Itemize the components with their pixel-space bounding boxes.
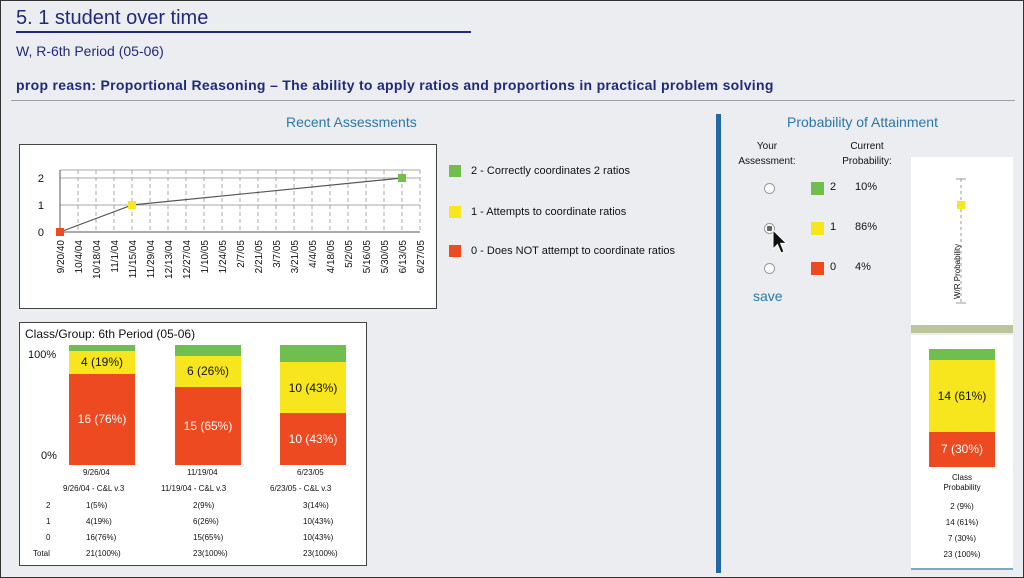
bar-segment-2 [175, 345, 241, 356]
class-probability-segment-2 [929, 349, 995, 360]
stacked-bar [280, 345, 346, 465]
assessment-radio-0[interactable] [764, 263, 775, 274]
probability-level: 1 [830, 221, 837, 233]
probability-swatch-0 [811, 262, 824, 275]
x-tick-label: 4/18/05 [326, 240, 337, 274]
panel-bottom-line [911, 568, 1013, 570]
bar-date-label: 11/19/04 [187, 468, 218, 477]
legend-label-1: 1 - Attempts to coordinate ratios [471, 206, 627, 218]
your-assessment-label: Your Assessment: [738, 141, 796, 167]
probability-percent: 10% [855, 181, 878, 193]
x-tick-label: 1/24/05 [218, 240, 229, 274]
table-row-label: 0 [46, 533, 51, 542]
x-tick-label: 11/1/04 [110, 240, 121, 273]
panel-separator-band [911, 325, 1013, 333]
table-header: 11/19/04 - C&L v.3 [161, 484, 227, 493]
y-tick-label: 0 [37, 227, 44, 239]
x-tick-label: 10/4/04 [74, 240, 85, 274]
class-probability-label: Class Probability [943, 473, 981, 492]
probability-swatch-1 [811, 222, 824, 235]
table-cell: 10(43%) [303, 517, 334, 526]
wr-probability-panel [911, 157, 1013, 325]
bar-segment-1: 6 (26%) [175, 356, 241, 387]
legend-item-2 [449, 165, 630, 177]
legend-label-2: 2 - Correctly coordinates 2 ratios [471, 165, 630, 177]
probability-percent: 4% [855, 261, 871, 273]
table-header: 6/23/05 - C&L v.3 [270, 484, 332, 493]
current-probability-label: Current Probability: [842, 141, 892, 167]
recent-assessments-heading: Recent Assessments [286, 114, 417, 130]
bar-segment-2 [69, 345, 135, 351]
wr-probability-label: W/R Probability [953, 243, 962, 299]
class-group-label: Class/Group: 6th Period (05-06) [25, 327, 196, 341]
y-tick-label: 1 [37, 200, 44, 212]
table-cell: 23(100%) [303, 549, 338, 558]
x-tick-label: 3/21/05 [290, 240, 301, 274]
wr-probability-plot [911, 157, 1013, 325]
title-underline [16, 31, 471, 33]
class-period-subtitle: W, R-6th Period (05-06) [16, 43, 164, 59]
y-axis-bottom-label: 0% [41, 450, 57, 462]
class-probability-segment-1: 14 (61%) [929, 360, 995, 432]
x-tick-label: 4/4/05 [308, 240, 319, 268]
objective-description: prop reasn: Proportional Reasoning – The ability to apply ratios and proportions in practical problem solving [16, 77, 774, 93]
table-cell: 21(100%) [86, 549, 121, 558]
line-chart-svg [20, 145, 436, 308]
class-probability-row: 23 (100%) [943, 550, 981, 559]
table-cell: 10(43%) [303, 533, 334, 542]
class-probability-row: 2 (9%) [950, 502, 974, 511]
table-cell: 6(26%) [193, 517, 219, 526]
y-axis-top-label: 100% [28, 349, 57, 361]
class-probability-row: 14 (61%) [945, 518, 979, 527]
wr-probability-marker [957, 201, 965, 209]
bar-date-label: 9/26/04 [83, 468, 110, 477]
table-row-label: Total [33, 549, 50, 558]
table-header: 9/26/04 - C&L v.3 [63, 484, 125, 493]
stacked-bar [175, 345, 241, 465]
x-tick-label: 2/7/05 [236, 240, 247, 268]
bar-segment-2 [280, 345, 346, 362]
probability-level: 2 [830, 181, 837, 193]
recent-assessments-chart [19, 144, 437, 309]
legend-swatch-2 [449, 165, 461, 177]
x-tick-label: 12/13/04 [164, 240, 175, 279]
class-probability-row: 7 (30%) [947, 534, 976, 543]
data-point [128, 201, 136, 209]
bar-segment-0: 15 (65%) [175, 387, 241, 465]
table-cell: 4(19%) [86, 517, 112, 526]
probability-level: 0 [830, 261, 837, 273]
x-tick-label: 3/7/05 [272, 240, 283, 268]
x-tick-label: 5/30/05 [380, 240, 391, 274]
bar-segment-0: 10 (43%) [280, 413, 346, 465]
table-row-label: 2 [46, 501, 51, 510]
save-link[interactable]: save [753, 288, 783, 304]
x-tick-label: 1/10/05 [200, 240, 211, 274]
x-tick-label: 6/13/05 [398, 240, 409, 274]
stacked-bar [69, 345, 135, 465]
bar-segment-1: 4 (19%) [69, 351, 135, 374]
page-title: 5. 1 student over time [16, 7, 209, 29]
probability-heading: Probability of Attainment [787, 114, 938, 130]
data-point [56, 228, 64, 236]
x-tick-label: 12/27/04 [182, 240, 193, 279]
x-tick-label: 9/20/40 [56, 240, 67, 274]
x-tick-label: 2/21/05 [254, 240, 265, 274]
x-tick-label: 5/16/05 [362, 240, 373, 274]
section-divider [716, 114, 721, 573]
table-cell: 2(9%) [193, 501, 215, 510]
probability-swatch-2 [811, 182, 824, 195]
table-cell: 15(65%) [193, 533, 224, 542]
bar-segment-0: 16 (76%) [69, 374, 135, 465]
header-divider [11, 100, 1015, 101]
legend-item-0 [449, 245, 675, 257]
x-tick-label: 5/2/05 [344, 240, 355, 268]
legend-swatch-0 [449, 245, 461, 257]
legend-item-1 [449, 206, 626, 218]
table-cell: 3(14%) [303, 501, 329, 510]
table-cell: 1(5%) [86, 501, 108, 510]
class-probability-segment-0: 7 (30%) [929, 432, 995, 467]
y-tick-label: 2 [37, 173, 44, 185]
legend-swatch-1 [449, 206, 461, 218]
mouse-cursor-icon [772, 229, 788, 255]
x-tick-label: 11/15/04 [128, 240, 139, 279]
x-tick-label: 6/27/05 [416, 240, 427, 274]
table-cell: 16(76%) [86, 533, 117, 542]
data-point [398, 174, 406, 182]
probability-percent: 86% [855, 221, 878, 233]
bar-segment-1: 10 (43%) [280, 362, 346, 414]
assessment-radio-2[interactable] [764, 183, 775, 194]
table-cell: 23(100%) [193, 549, 228, 558]
legend-label-0: 0 - Does NOT attempt to coordinate ratios [471, 245, 675, 257]
x-tick-label: 10/18/04 [92, 240, 103, 279]
x-tick-label: 11/29/04 [146, 240, 157, 279]
table-row-label: 1 [46, 517, 51, 526]
bar-date-label: 6/23/05 [297, 468, 324, 477]
